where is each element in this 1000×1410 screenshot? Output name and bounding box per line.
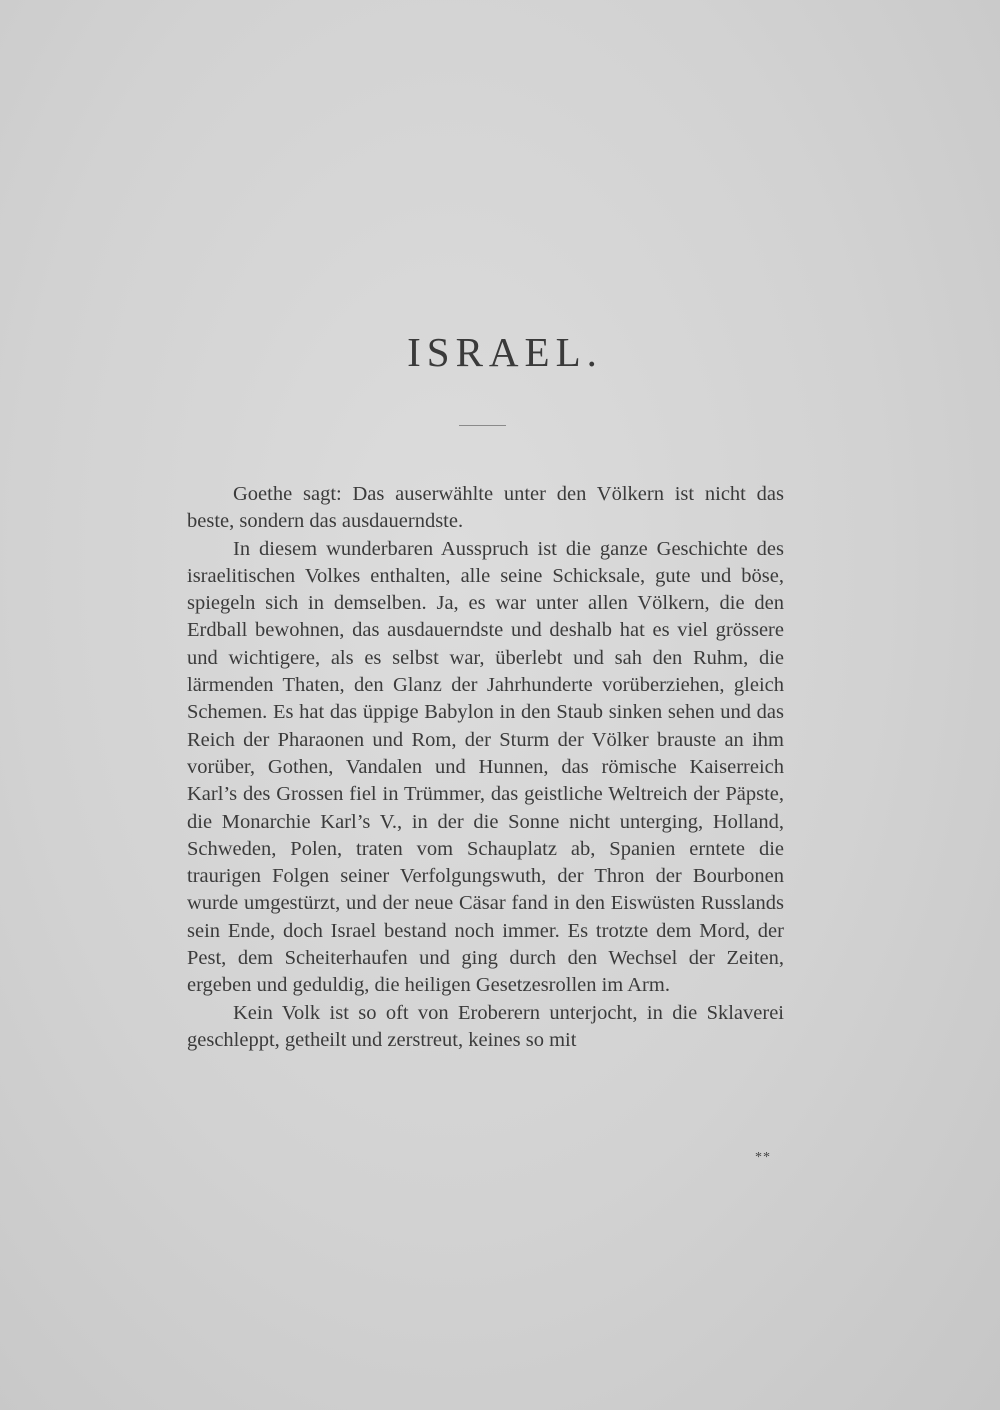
paragraph-3: Kein Volk ist so oft von Eroberern unterjocht, in die Sklaverei geschleppt, getheilt und zerstreut, keines so mit bbox=[187, 1001, 784, 1051]
paragraph-1: Goethe sagt: Das auserwählte unter den Völkern ist nicht das beste, sondern das ausdauerndste. bbox=[187, 483, 784, 533]
signature-mark: ** bbox=[755, 1150, 771, 1165]
paragraph-2: In diesem wunderbaren Ausspruch ist die ganze Geschichte des israelitischen Volkes enthalten, alle seine Schicksale, gute und böse, spiegeln sich in demselben. Ja, es war unter allen Völkern, die den Erdball bewohnen, das ausdauerndste und deshalb hat es viel grössere und wichtigere, als es selbst war, überlebt und sah den Ruhm, die lärmenden Thaten, den Glanz der Jahrhunderte vorüberziehen, gleich Schemen. Es hat das üppige Babylon in den Staub sinken sehen und das Reich der Pharaonen und Rom, der Sturm der Völker brauste an ihm vorüber, Gothen, Vandalen und Hunnen, das römische Kaiserreich Karl’s des Grossen fiel in Trümmer, das geistliche Weltreich der Päpste, die Monarchie Karl’s V., in der die Sonne nicht unterging, Holland, Schweden, Polen, traten vom Schauplatz ab, Spanien erntete die traurigen Folgen seiner Verfolgungswuth, der Thron der Bourbonen wurde umgestürzt, und der neue Cäsar fand in den Eiswüsten Russlands sein Ende, doch Israel bestand noch immer. Es trotzte dem Mord, der Pest, dem Scheiterhaufen und ging durch den Wechsel der Zeiten, ergeben und geduldig, die heiligen Gesetzesrollen im Arm. bbox=[187, 537, 784, 997]
body-text bbox=[187, 481, 784, 1054]
page-title: ISRAEL. bbox=[407, 329, 603, 375]
title-divider bbox=[459, 425, 506, 426]
